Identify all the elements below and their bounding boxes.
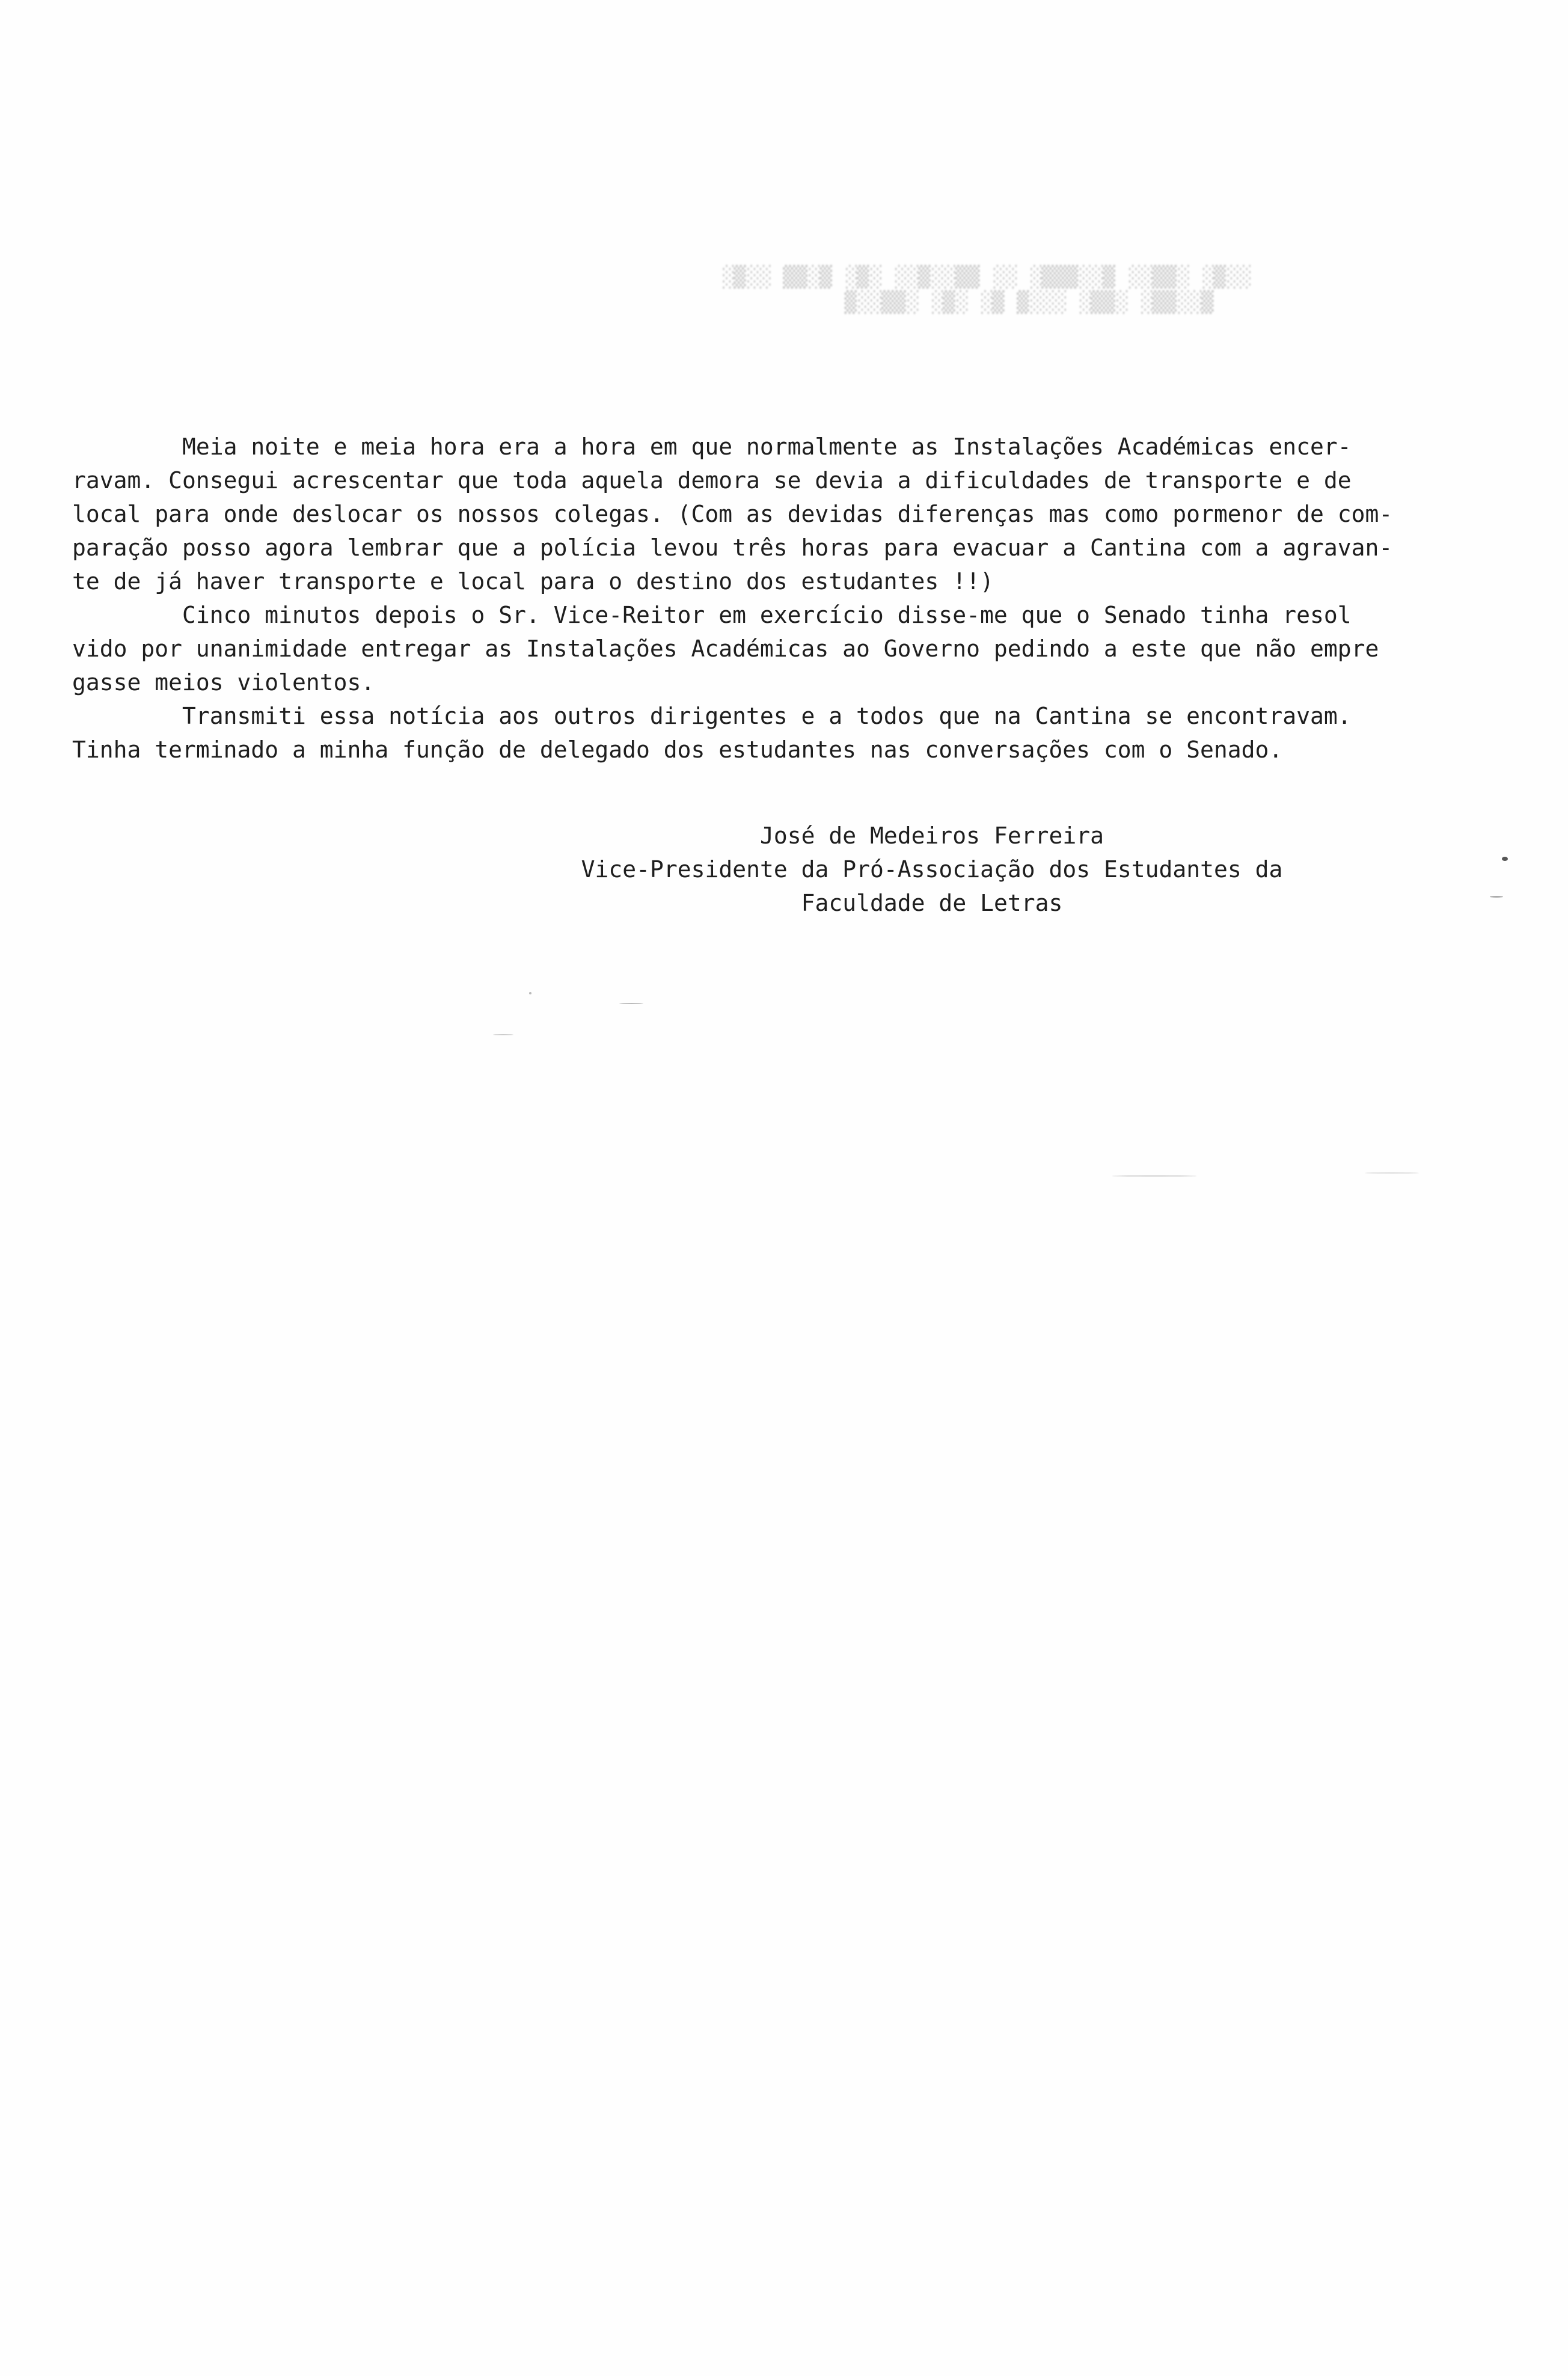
letter-line: Cinco minutos depois o Sr. Vice-Reitor em exercício disse-me que o Senado tinha resol: [72, 602, 1352, 628]
letter-line: te de já haver transporte e local para o destino dos estudantes !!): [72, 568, 994, 595]
scan-speck: [1490, 896, 1503, 898]
scan-speck: [619, 1003, 643, 1004]
scan-speck: [493, 1034, 513, 1035]
letter-line: Transmiti essa notícia aos outros dirigentes e a todos que na Cantina se encontravam.: [72, 703, 1352, 729]
signature-block: [481, 819, 1383, 920]
scan-speck: [529, 992, 531, 994]
letter-line: ravam. Consegui acrescentar que toda aquela demora se devia a dificuldades de transporte e de: [72, 467, 1352, 494]
letter-line: paração posso agora lembrar que a polícia levou três horas para evacuar a Cantina com a agravan-: [72, 534, 1393, 561]
scan-speck: [1502, 857, 1508, 861]
signature-title: Vice-Presidente da Pró-Associação dos Estudantes da: [581, 856, 1283, 883]
letter-body: [72, 430, 1455, 767]
letter-line: local para onde deslocar os nossos colegas. (Com as devidas diferenças mas como pormenor de com-: [72, 501, 1393, 527]
scan-speck: [1112, 1175, 1196, 1177]
bleed-through-text: ░░▒░ ░▒▒░░ ▒░░▒▒▒░ ░░ ▒▒░░▒░░ ░▒░ ▒░▒▒ ░░▒░ ▒░░▒▒░ ░▒▒░ ░░░▒ ▒░ ░▒░ ░▒▒░░▒: [721, 265, 1251, 314]
letter-line: Tinha terminado a minha função de delegado dos estudantes nas conversações com o Senado.: [72, 736, 1283, 763]
scan-speck: [1365, 1172, 1419, 1174]
signature-faculty: Faculdade de Letras: [801, 890, 1063, 916]
signature-name: José de Medeiros Ferreira: [760, 822, 1104, 849]
letter-line: Meia noite e meia hora era a hora em que normalmente as Instalações Académicas encer-: [72, 433, 1352, 460]
letter-line: vido por unanimidade entregar as Instalações Académicas ao Governo pedindo a este que não empre: [72, 635, 1379, 662]
letter-line: gasse meios violentos.: [72, 669, 375, 696]
